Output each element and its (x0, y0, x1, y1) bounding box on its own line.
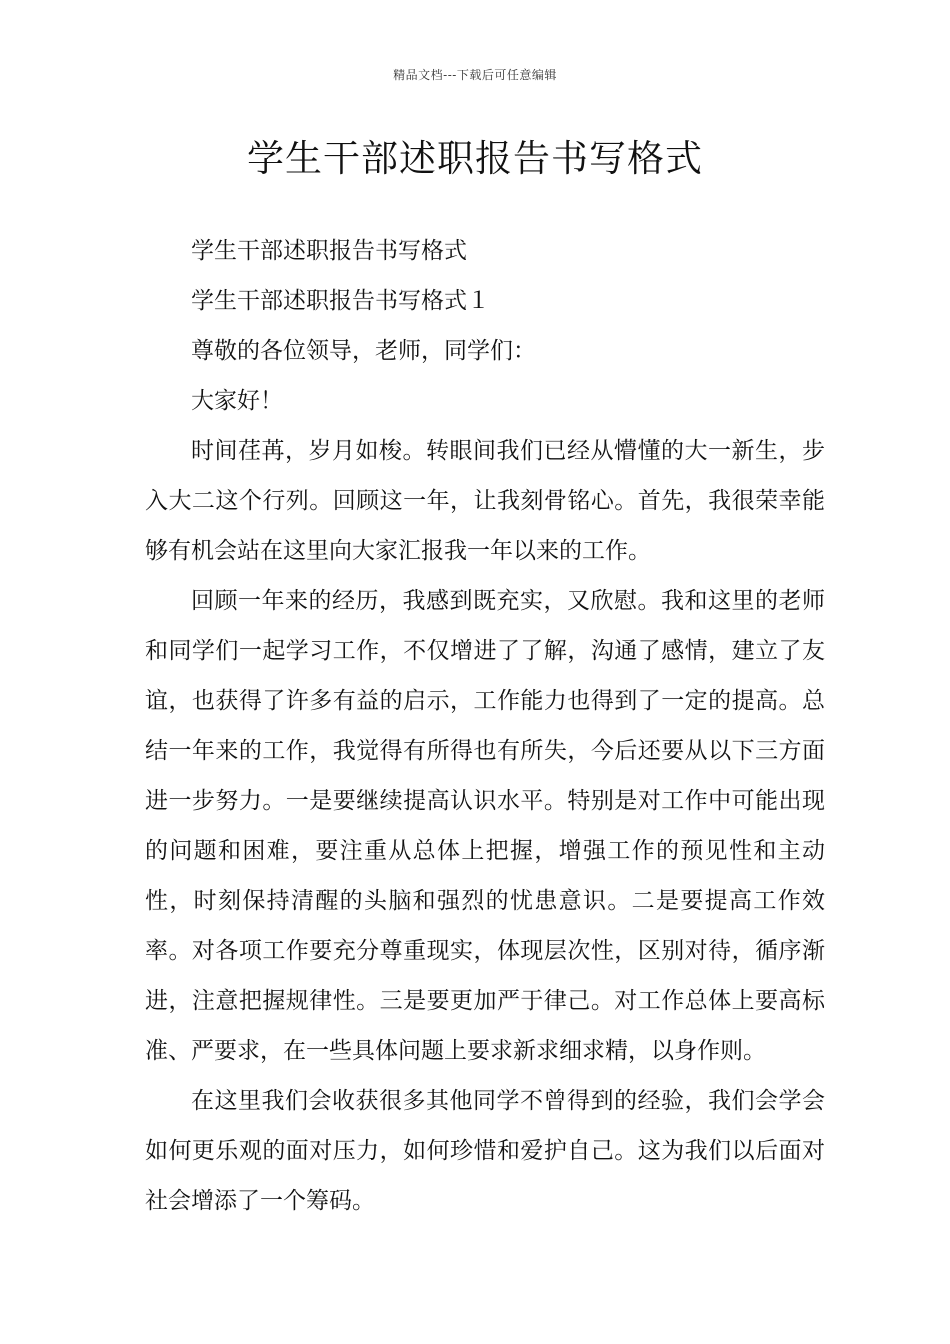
paragraph-body: 在这里我们会收获很多其他同学不曾得到的经验，我们会学会如何更乐观的面对压力，如何珍惜和爱护自己。这为我们以后面对社会增添了一个筹码。 (145, 1088, 825, 1214)
paragraph-subtitle-numbered: 学生干部述职报告书写格式１ (191, 288, 490, 314)
paragraph-greeting: 大家好！ (191, 388, 283, 414)
paragraph-subtitle: 学生干部述职报告书写格式 (191, 238, 467, 264)
document-body (145, 226, 825, 1226)
header-note: 精品文档---下载后可任意编辑 (393, 68, 557, 82)
paragraph-body: 回顾一年来的经历，我感到既充实，又欣慰。我和这里的老师和同学们一起学习工作，不仅增进了了解，沟通了感情，建立了友谊，也获得了许多有益的启示，工作能力也得到了一定的提高。总结一年来的工作，我觉得有所得也有所失，今后还要从以下三方面进一步努力。一是要继续提高认识水平。特别是对工作中可能出现的问题和困难，要注重从总体上把握，增强工作的预见性和主动性，时刻保持清醒的头脑和强烈的忧患意识。二是要提高工作效率。对各项工作要充分尊重现实，体现层次性，区别对待，循序渐进，注意把握规律性。三是要更加严于律己。对工作总体上要高标准、严要求，在一些具体问题上要求新求细求精，以身作则。 (145, 588, 825, 1064)
document-title: 学生干部述职报告书写格式 (247, 137, 703, 180)
paragraph-body: 时间荏苒，岁月如梭。转眼间我们已经从懵懂的大一新生，步入大二这个行列。回顾这一年，让我刻骨铭心。首先，我很荣幸能够有机会站在这里向大家汇报我一年以来的工作。 (145, 438, 825, 564)
paragraph-salutation: 尊敬的各位领导，老师，同学们： (191, 338, 536, 364)
